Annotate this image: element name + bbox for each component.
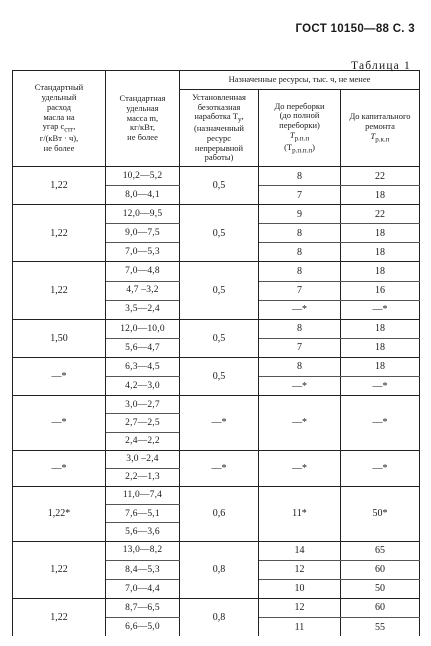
group-capital: 50*: [341, 487, 420, 542]
group-capital: —*: [341, 450, 420, 486]
group-oil-consumption: 1,22: [13, 598, 106, 636]
overhaul-cell: 9: [259, 205, 341, 224]
document-header: ГОСТ 10150—88 С. 3: [295, 23, 415, 35]
mass-cell: 3,0 –2,4: [106, 450, 180, 468]
overhaul-cell: 8: [259, 262, 341, 281]
overhaul-cell: 7: [259, 186, 341, 205]
col-header-failure-free-operation: Установленная безотказная наработка $T_у$, (назначенный ресурс непрерывной работы): [180, 90, 259, 167]
mass-cell: 2,2—1,3: [106, 468, 180, 486]
mass-cell: 8,0—4,1: [106, 186, 180, 205]
col-header-until-overhaul: До переборки (до полной переборки) $T_{р.п.п}$ $(T_{р.п.п.п})$: [259, 90, 341, 167]
table-caption: Таблица 1: [351, 60, 411, 72]
group-failure-free: 0,8: [180, 598, 259, 636]
group-oil-consumption: 1,22: [13, 541, 106, 598]
overhaul-cell: 7: [259, 281, 341, 300]
capital-cell: —*: [341, 300, 420, 319]
overhaul-cell: 8: [259, 243, 341, 262]
mass-cell: 12,0—9,5: [106, 205, 180, 224]
capital-cell: 22: [341, 167, 420, 186]
col-header-specific-mass: Стандартная удельная масса m, кг/кВт, не более: [106, 71, 180, 167]
mass-cell: 4,2—3,0: [106, 377, 180, 396]
overhaul-cell: —*: [259, 300, 341, 319]
group-failure-free: 0,5: [180, 205, 259, 262]
group-oil-consumption: 1,22: [13, 205, 106, 262]
mass-cell: 7,0—5,3: [106, 243, 180, 262]
capital-cell: 65: [341, 541, 420, 560]
overhaul-cell: 14: [259, 541, 341, 560]
mass-cell: 3,5—2,4: [106, 300, 180, 319]
capital-cell: 18: [341, 262, 420, 281]
group-oil-consumption: —*: [13, 396, 106, 451]
capital-cell: 60: [341, 598, 420, 617]
group-failure-free: 0,5: [180, 262, 259, 319]
capital-cell: 60: [341, 560, 420, 579]
group-failure-free: —*: [180, 396, 259, 451]
overhaul-cell: 7: [259, 338, 341, 357]
mass-cell: 6,6—5,0: [106, 618, 180, 637]
mass-cell: 2,4—2,2: [106, 432, 180, 450]
mass-cell: 4,7 –3,2: [106, 281, 180, 300]
group-overhaul: —*: [259, 396, 341, 451]
capital-cell: —*: [341, 377, 420, 396]
mass-cell: 12,0—10,0: [106, 319, 180, 338]
capital-cell: 18: [341, 243, 420, 262]
group-oil-consumption: 1,22: [13, 262, 106, 319]
group-overhaul: 11*: [259, 487, 341, 542]
col-header-capital-repair: До капитального ремонта $T_{р.к.п}$: [341, 90, 420, 167]
mass-cell: 5,6—3,6: [106, 523, 180, 541]
capital-cell: 18: [341, 357, 420, 376]
mass-cell: 2,7—2,5: [106, 414, 180, 432]
capital-cell: 18: [341, 224, 420, 243]
group-oil-consumption: 1,50: [13, 319, 106, 357]
group-failure-free: 0,6: [180, 487, 259, 542]
capital-cell: 50: [341, 579, 420, 598]
mass-cell: 8,4—5,3: [106, 560, 180, 579]
group-overhaul: —*: [259, 450, 341, 486]
resource-table: [12, 70, 420, 636]
overhaul-cell: 8: [259, 357, 341, 376]
mass-cell: 6,3—4,5: [106, 357, 180, 376]
mass-cell: 7,0—4,8: [106, 262, 180, 281]
overhaul-cell: 12: [259, 560, 341, 579]
overhaul-cell: 10: [259, 579, 341, 598]
capital-cell: 18: [341, 186, 420, 205]
mass-cell: 5,6—4,7: [106, 338, 180, 357]
group-failure-free: 0,5: [180, 319, 259, 357]
group-oil-consumption: 1,22: [13, 167, 106, 205]
group-oil-consumption: —*: [13, 357, 106, 395]
group-failure-free: 0,5: [180, 167, 259, 205]
overhaul-cell: 8: [259, 224, 341, 243]
group-failure-free: 0,5: [180, 357, 259, 395]
overhaul-cell: 12: [259, 598, 341, 617]
overhaul-cell: —*: [259, 377, 341, 396]
overhaul-cell: 11: [259, 618, 341, 637]
mass-cell: 3,0—2,7: [106, 396, 180, 414]
overhaul-cell: 8: [259, 167, 341, 186]
group-failure-free: 0,8: [180, 541, 259, 598]
col-header-oil-consumption: Стандартный удельный расход масла на угар $c_{стг}$, г/(кВт · ч), не более: [13, 71, 106, 167]
mass-cell: 13,0—8,2: [106, 541, 180, 560]
group-failure-free: —*: [180, 450, 259, 486]
group-oil-consumption: 1,22*: [13, 487, 106, 542]
mass-cell: 11,0—7,4: [106, 487, 180, 505]
capital-cell: 18: [341, 319, 420, 338]
col-header-assigned-resources: Назначенные ресурсы, тыс. ч, не менее: [180, 71, 420, 90]
capital-cell: 55: [341, 618, 420, 637]
group-capital: —*: [341, 396, 420, 451]
capital-cell: 18: [341, 338, 420, 357]
mass-cell: 7,6—5,1: [106, 505, 180, 523]
mass-cell: 9,0—7,5: [106, 224, 180, 243]
capital-cell: 22: [341, 205, 420, 224]
mass-cell: 8,7—6,5: [106, 598, 180, 617]
mass-cell: 7,0—4,4: [106, 579, 180, 598]
capital-cell: 16: [341, 281, 420, 300]
mass-cell: 10,2—5,2: [106, 167, 180, 186]
group-oil-consumption: —*: [13, 450, 106, 486]
overhaul-cell: 8: [259, 319, 341, 338]
